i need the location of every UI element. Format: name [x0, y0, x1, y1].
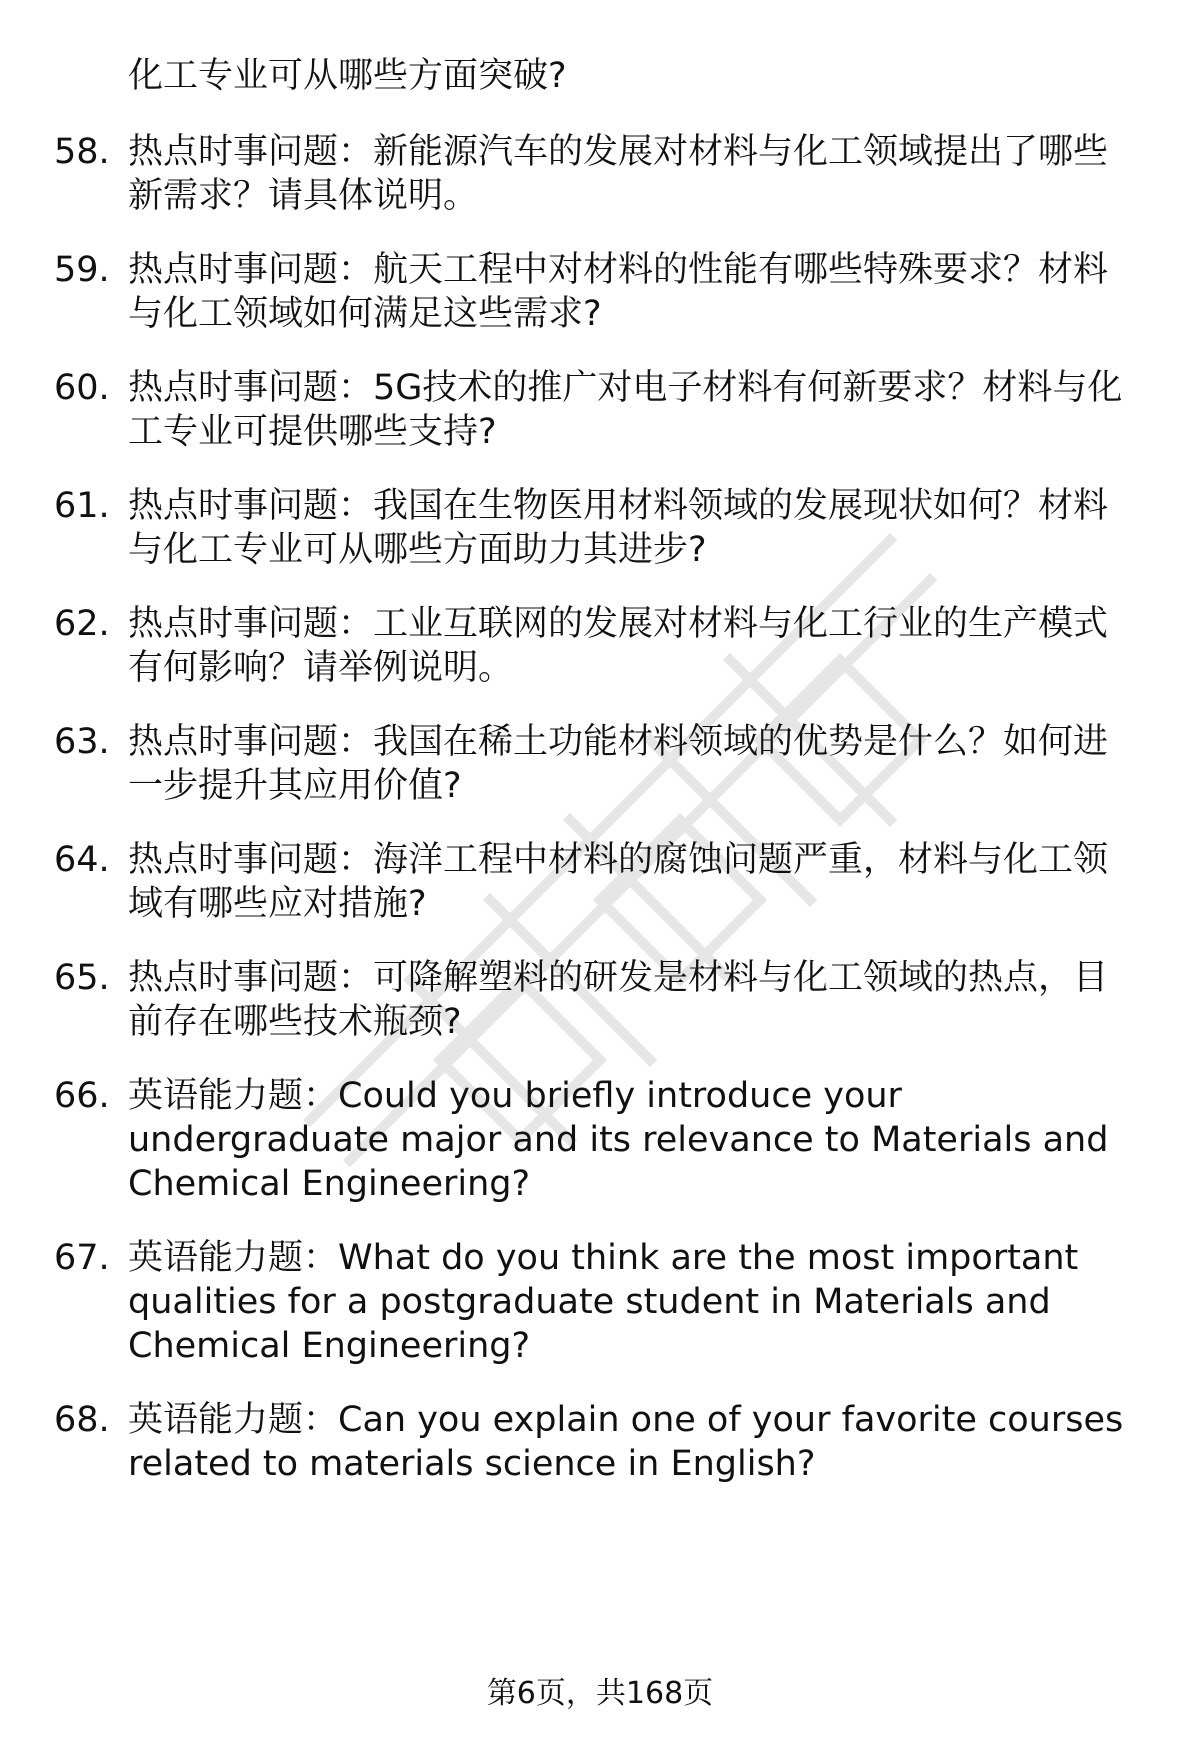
- question-number: 61.: [54, 486, 110, 526]
- question-text-line: 热点时事问题：可降解塑料的研发是材料与化工领域的热点，目: [128, 958, 1109, 998]
- question-text-line: 有何影响？请举例说明。: [128, 648, 514, 688]
- question-text-line: 英语能力题：Could you briefly introduce your: [128, 1076, 902, 1116]
- question-text-line: 一步提升其应用价值?: [128, 766, 462, 806]
- question-text-line: 英语能力题：Can you explain one of your favorite courses: [128, 1400, 1124, 1440]
- question-number: 65.: [54, 958, 110, 998]
- question-text-line: related to materials science in English?: [128, 1444, 816, 1484]
- question-text-line: 英语能力题：What do you think are the most important: [128, 1238, 1079, 1278]
- question-text-line: 与化工领域如何满足这些需求?: [128, 294, 602, 334]
- question-number: 68.: [54, 1400, 110, 1440]
- question-number: 58.: [54, 132, 110, 172]
- question-text-line: undergraduate major and its relevance to Materials and: [128, 1120, 1109, 1160]
- question-number: 64.: [54, 840, 110, 880]
- question-text-line: 与化工专业可从哪些方面助力其进步?: [128, 530, 707, 570]
- question-text-line: 热点时事问题：工业互联网的发展对材料与化工行业的生产模式: [128, 604, 1109, 644]
- question-text-line: 热点时事问题：我国在稀土功能材料领域的优势是什么？如何进: [128, 722, 1109, 762]
- question-text-line: qualities for a postgraduate student in Materials and: [128, 1282, 1051, 1322]
- question-text-line: 热点时事问题：我国在生物医用材料领域的发展现状如何？材料: [128, 486, 1109, 526]
- question-number: 63.: [54, 722, 110, 762]
- question-number: 67.: [54, 1238, 110, 1278]
- question-text-line: 前存在哪些技术瓶颈?: [128, 1002, 462, 1042]
- question-text-line: 域有哪些应对措施?: [128, 884, 427, 924]
- question-text-line: 化工专业可从哪些方面突破?: [128, 56, 567, 96]
- question-text-line: Chemical Engineering?: [128, 1326, 531, 1366]
- question-text-line: 热点时事问题：海洋工程中材料的腐蚀问题严重，材料与化工领: [128, 840, 1109, 880]
- question-number: 62.: [54, 604, 110, 644]
- question-text-line: 热点时事问题：新能源汽车的发展对材料与化工领域提出了哪些: [128, 132, 1109, 172]
- question-number: 59.: [54, 250, 110, 290]
- question-text-line: Chemical Engineering?: [128, 1164, 531, 1204]
- question-number: 66.: [54, 1076, 110, 1116]
- question-text-line: 热点时事问题：航天工程中对材料的性能有哪些特殊要求？材料: [128, 250, 1109, 290]
- question-text-line: 新需求？请具体说明。: [128, 176, 479, 216]
- question-number: 60.: [54, 368, 110, 408]
- page-footer: 第6页，共168页: [486, 1676, 714, 1711]
- question-text-line: 工专业可提供哪些支持?: [128, 412, 497, 452]
- question-text-line: 热点时事问题：5G技术的推广对电子材料有何新要求？材料与化: [128, 368, 1123, 408]
